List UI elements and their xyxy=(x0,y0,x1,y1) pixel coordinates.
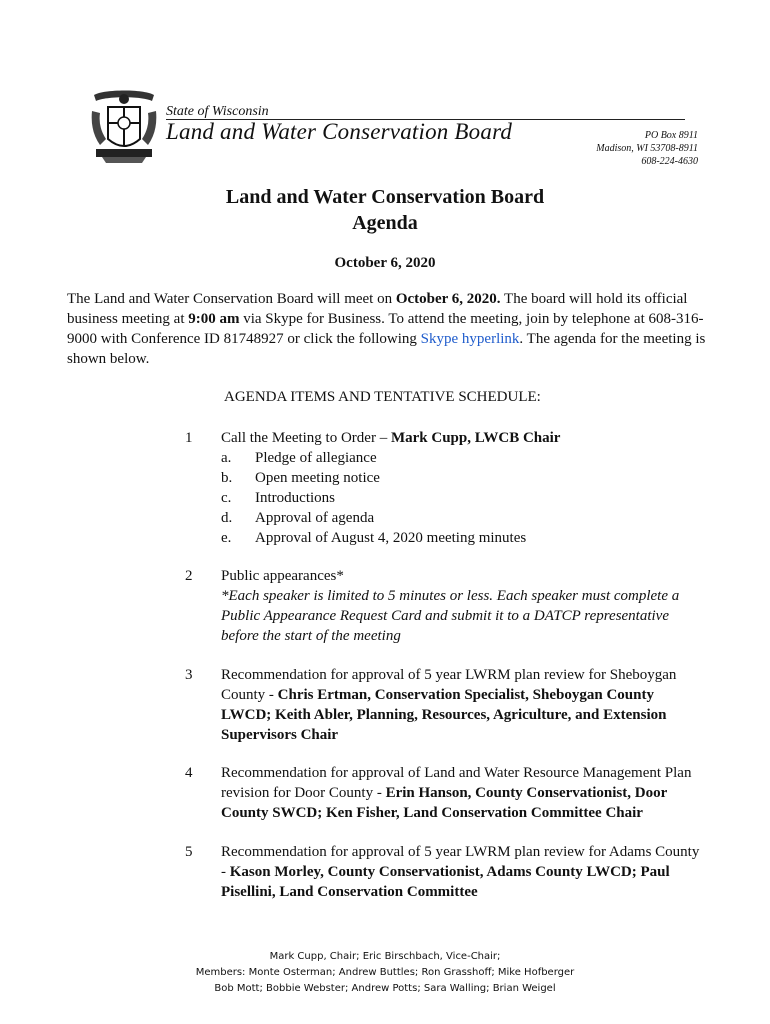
letterhead-board-name: Land and Water Conservation Board xyxy=(166,119,513,144)
footer-members-2: Bob Mott; Bobbie Webster; Andrew Potts; Sara Walling; Brian Weigel xyxy=(214,983,556,994)
agenda-item-text: Recommendation for approval of Land and Water Resource Management Plan revision for Door County - xyxy=(221,765,692,801)
agenda-item-presenter: Chris Ertman, Conservation Specialist, Sheboygan County LWCD; Keith Abler, Planning, Resources, Agriculture, and Extension Supervisors Chair xyxy=(221,687,667,743)
intro-paragraph xyxy=(67,289,707,369)
agenda-item-body xyxy=(221,763,706,823)
agenda-item-body xyxy=(221,665,706,745)
agenda-item-number: 4 xyxy=(185,765,193,781)
subitem-letter: e. xyxy=(221,530,232,546)
address-po-box: PO Box 8911 xyxy=(644,130,698,141)
subitem-letter: b. xyxy=(221,470,233,486)
agenda-item-body xyxy=(221,428,706,548)
letterhead-address xyxy=(596,129,698,168)
subitem-b xyxy=(221,468,706,488)
subitem-c xyxy=(221,488,706,508)
document-subtitle: Agenda xyxy=(352,212,418,234)
intro-time: 9:00 am xyxy=(188,311,240,327)
intro-text-2: The board will hold its official business meeting at xyxy=(67,291,688,327)
subitem-text: Open meeting notice xyxy=(255,470,380,486)
agenda-item-number: 5 xyxy=(185,844,193,860)
agenda-item-text: Recommendation for approval of 5 year LWRM plan review for Adams County - xyxy=(221,844,700,880)
intro-text-3: via Skype for Business. To attend the meeting, join by telephone at 608-316-9000 with Conference ID 81748927 or click the following xyxy=(67,311,704,347)
subitem-letter: a. xyxy=(221,450,232,466)
subitem-letter: c. xyxy=(221,490,232,506)
intro-text-4: . The agenda for the meeting is shown below. xyxy=(67,331,706,367)
skype-hyperlink[interactable]: Skype hyperlink xyxy=(420,331,520,347)
agenda-item-text: Public appearances* xyxy=(221,568,344,584)
subitem-d xyxy=(221,508,706,528)
agenda-item-number: 2 xyxy=(185,568,193,584)
subitem-text: Approval of August 4, 2020 meeting minutes xyxy=(255,530,527,546)
agenda-item-text: Recommendation for approval of 5 year LWRM plan review for Sheboygan County - xyxy=(221,667,677,703)
footer-officers: Mark Cupp, Chair; Eric Birschbach, Vice-Chair; xyxy=(269,951,501,962)
subitem-e xyxy=(221,528,706,548)
agenda-item-text: Call the Meeting to Order – xyxy=(221,430,391,446)
subitem-text: Approval of agenda xyxy=(255,510,375,526)
address-phone: 608-224-4630 xyxy=(641,156,698,167)
agenda-item-number: 3 xyxy=(185,667,193,683)
meeting-date: October 6, 2020 xyxy=(334,255,436,271)
subitem-a xyxy=(221,448,706,468)
footer-members-1: Members: Monte Osterman; Andrew Buttles; Ron Grasshoff; Mike Hofberger xyxy=(195,967,575,978)
agenda-item-number: 1 xyxy=(185,430,193,446)
wisconsin-seal-icon xyxy=(88,87,160,165)
agenda-item-body xyxy=(221,566,706,646)
intro-text-1: The Land and Water Conservation Board will meet on xyxy=(67,291,396,307)
subitem-text: Introductions xyxy=(255,490,335,506)
schedule-heading: AGENDA ITEMS AND TENTATIVE SCHEDULE: xyxy=(224,389,541,405)
agenda-item-presenter: Mark Cupp, LWCB Chair xyxy=(390,430,561,446)
subitem-letter: d. xyxy=(221,510,233,526)
state-name: State of Wisconsin xyxy=(166,104,269,119)
agenda-item-presenter: Erin Hanson, County Conservationist, Door County SWCD; Ken Fisher, Land Conservation Committee Chair xyxy=(221,785,667,821)
intro-date: October 6, 2020. xyxy=(395,291,501,307)
agenda-item-body xyxy=(221,842,706,902)
agenda-item-presenter: Kason Morley, County Conservationist, Adams County LWCD; Paul Pisellini, Land Conservation Committee xyxy=(221,864,670,900)
address-city: Madison, WI 53708-8911 xyxy=(596,143,698,154)
document-title: Land and Water Conservation Board xyxy=(225,186,545,208)
agenda-item-note: *Each speaker is limited to 5 minutes or less. Each speaker must complete a Public Appearance Request Card and submit it to a DATCP representative before the start of the meeting xyxy=(221,588,680,644)
subitem-text: Pledge of allegiance xyxy=(255,450,377,466)
